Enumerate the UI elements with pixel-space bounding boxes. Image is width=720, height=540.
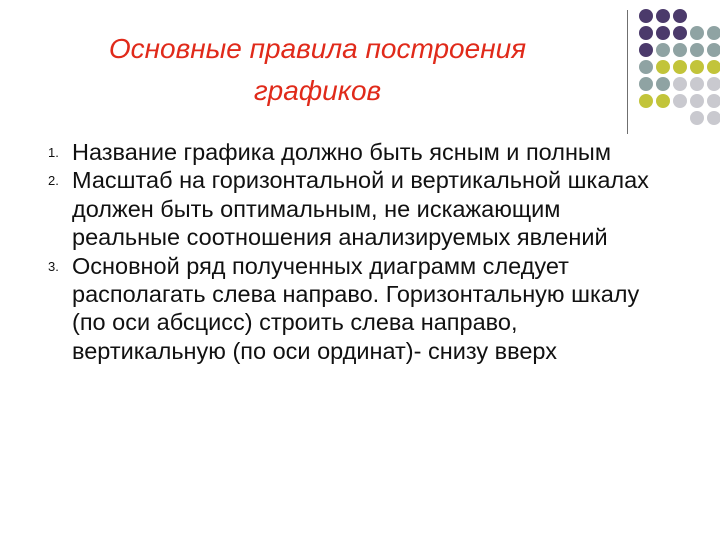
decor-dot	[690, 77, 704, 91]
decor-dot	[673, 77, 687, 91]
list-item-text: Масштаб на горизонтальной и вертикальной шкалах должен быть оптимальным, не искажающим реальные соотношения анализируемых явлений	[72, 167, 649, 251]
decor-dot	[656, 43, 670, 57]
decor-dot	[690, 94, 704, 108]
decor-dot	[707, 43, 720, 57]
list-item-number: 3.	[48, 258, 59, 274]
decor-dot	[656, 77, 670, 91]
decor-dot	[707, 111, 720, 125]
decor-dot	[707, 77, 720, 91]
title-line-2: графиков	[253, 75, 382, 106]
decor-dot	[639, 94, 653, 108]
decor-dot	[656, 94, 670, 108]
decor-dot	[690, 26, 704, 40]
decor-dot	[639, 60, 653, 74]
decor-dot	[707, 26, 720, 40]
title-line-1: Основные правила построения	[108, 33, 527, 64]
decor-dot	[656, 60, 670, 74]
decor-dot	[639, 43, 653, 57]
decor-dot	[673, 43, 687, 57]
decor-dot	[639, 77, 653, 91]
decor-dot	[673, 26, 687, 40]
list-item	[34, 138, 674, 166]
rules-list	[34, 138, 674, 365]
list-item-text: Основной ряд полученных диаграмм следует располагать слева направо. Горизонтальную шкалу (по оси абсцисс) строить слева направо, вертикальную (по оси ординат)- снизу вверх	[72, 252, 640, 364]
decor-dot	[690, 43, 704, 57]
decor-dot	[707, 60, 720, 74]
decor-dot	[639, 26, 653, 40]
list-item-number: 2.	[48, 173, 59, 189]
decor-dot	[690, 60, 704, 74]
slide-title	[40, 28, 595, 112]
decor-dot	[673, 9, 687, 23]
decor-dot	[673, 94, 687, 108]
decor-dot	[656, 26, 670, 40]
decor-dot	[673, 60, 687, 74]
list-item	[34, 252, 674, 366]
decor-dot	[707, 94, 720, 108]
decor-dot	[690, 111, 704, 125]
decor-dot	[656, 9, 670, 23]
list-item-number: 1.	[48, 145, 59, 160]
decorative-dot-grid	[639, 9, 720, 121]
list-item-text: Название графика должно быть ясным и полным	[72, 139, 611, 165]
vertical-divider	[627, 10, 628, 134]
list-item	[34, 166, 674, 251]
decor-dot	[639, 9, 653, 23]
